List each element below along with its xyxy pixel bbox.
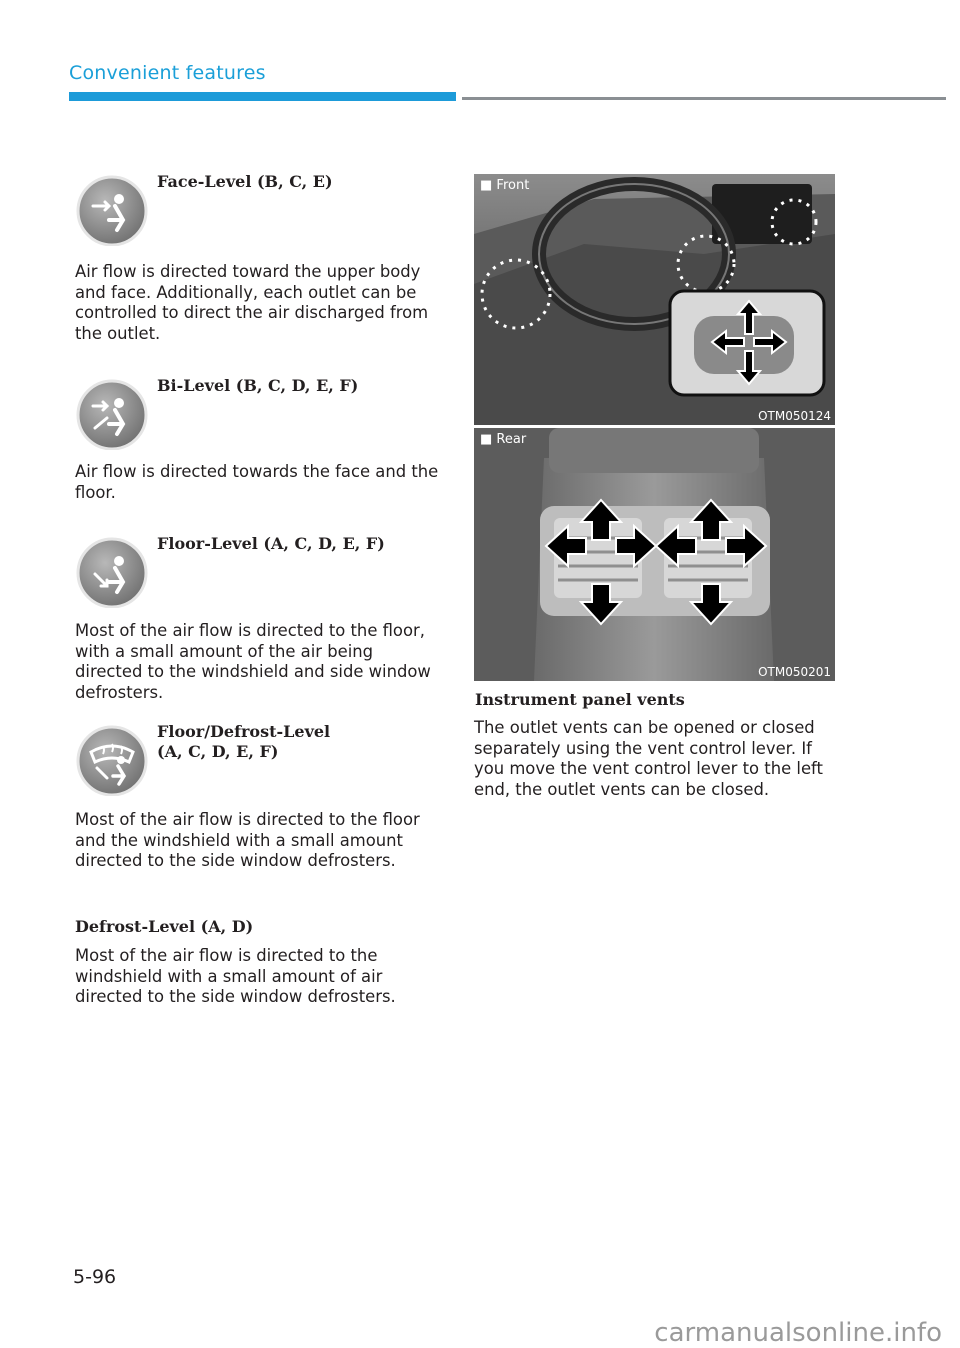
rear-figure-code: OTM050201 [758, 665, 831, 679]
mode-title-line1: Floor/Defrost-Level [157, 722, 331, 741]
instrument-panel-description: The outlet vents can be opened or closed separately using the vent control lever. If you move the vent control lever to the left end, the outlet vents can be closed. [474, 718, 823, 799]
mode-description: Most of the air flow is directed to the floor and the windshield with a small amount directed to the side window defrosters. [75, 810, 420, 870]
rear-figure-label: ■ Rear [480, 432, 527, 447]
mode-title: Floor-Level (A, C, D, E, F) [157, 534, 385, 553]
mode-title-line2: (A, C, D, E, F) [157, 742, 279, 761]
defrost-title: Defrost-Level (A, D) [75, 917, 254, 936]
front-figure-code: OTM050124 [758, 409, 831, 423]
mode-title [157, 722, 330, 762]
mode-title: Face-Level (B, C, E) [157, 172, 333, 191]
watermark: carmanualsonline.info [654, 1318, 942, 1348]
floor-level-icon [75, 534, 149, 608]
rear-vents-photo [474, 428, 835, 681]
mode-description: Most of the air flow is directed to the floor, with a small amount of the air being directed to the windshield and side window defrosters. [75, 621, 431, 702]
front-vents-photo [474, 174, 835, 425]
bi-level-icon [75, 376, 149, 450]
floor-defrost-level-icon [75, 722, 149, 796]
mode-description: Air flow is directed towards the face and the floor. [75, 462, 439, 502]
front-figure-label: ■ Front [480, 178, 530, 193]
section-title: Convenient features [69, 62, 266, 84]
face-level-icon [75, 172, 149, 246]
header-rule-gray [462, 97, 946, 100]
defrost-description: Most of the air flow is directed to the windshield with a small amount of air directed to the side window defrosters. [75, 946, 396, 1006]
instrument-panel-title: Instrument panel vents [475, 690, 685, 709]
mode-description: Air flow is directed toward the upper body and face. Additionally, each outlet can be controlled to direct the air discharged from the outlet. [75, 262, 429, 343]
page-number: 5-96 [73, 1266, 117, 1288]
mode-title: Bi-Level (B, C, D, E, F) [157, 376, 359, 395]
header-rule-blue [69, 92, 456, 101]
